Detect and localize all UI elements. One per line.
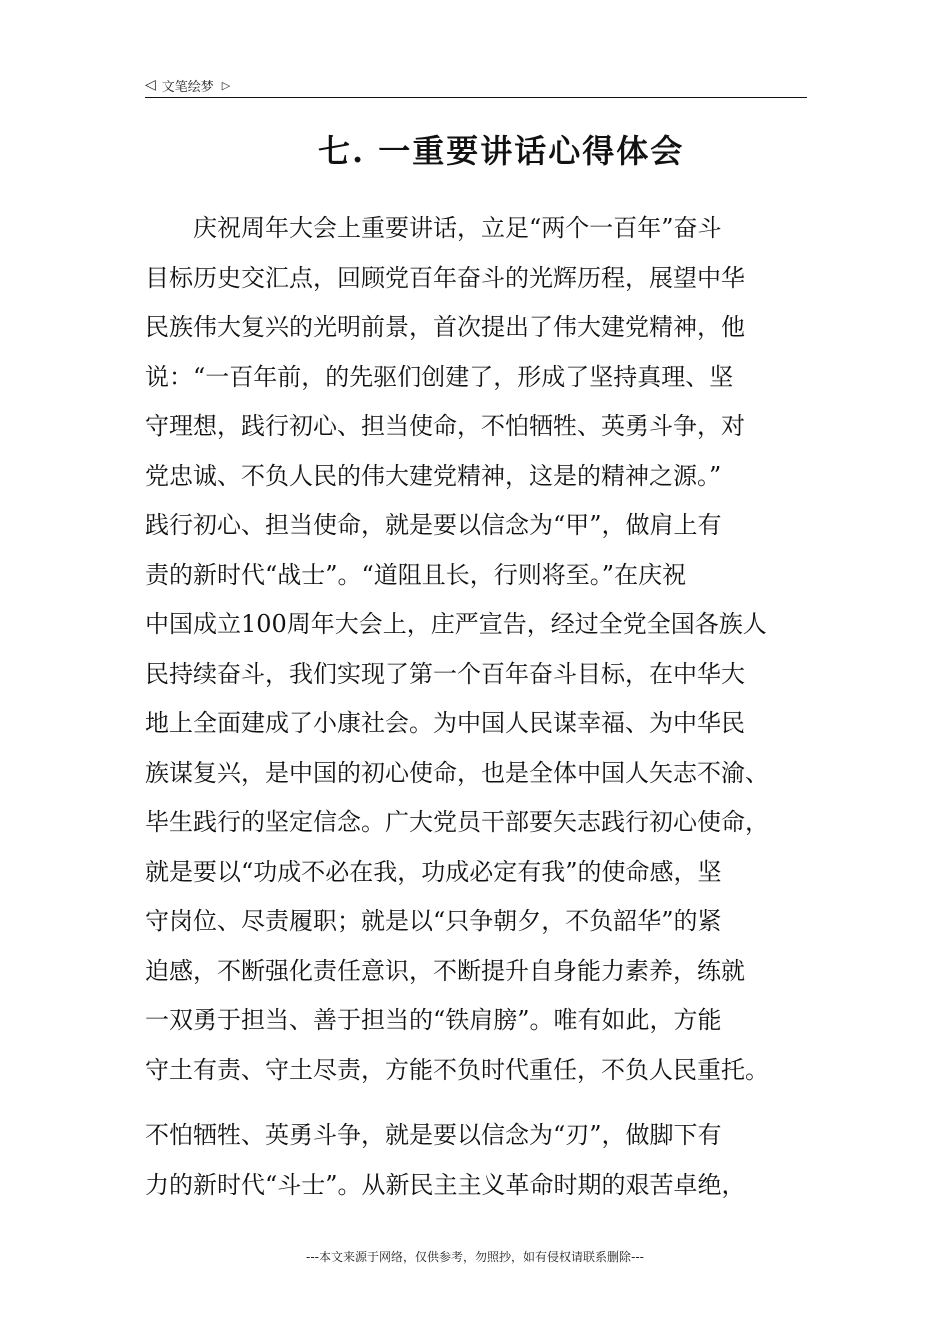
- header-divider: [145, 97, 807, 98]
- text-line: 守岗位、尽责履职；就是以“只争朝夕，不负韶华”的紧: [145, 907, 722, 935]
- paragraph-gap: [145, 1095, 807, 1111]
- text-line: 一双勇于担当、善于担当的“铁肩膀”。唯有如此，方能: [145, 1006, 722, 1034]
- text-line: 不怕牺牲、英勇斗争，就是要以信念为“刃”，做脚下有: [145, 1121, 722, 1149]
- text-line: 庆祝周年大会上重要讲话，立足“两个一百年”奋斗: [145, 214, 722, 242]
- page-header: [145, 74, 807, 96]
- document-title: 七. 一重要讲话心得体会: [318, 132, 685, 170]
- text-line: 目标历史交汇点，回顾党百年奋斗的光辉历程，展望中华: [145, 263, 745, 292]
- text-line: 族谋复兴，是中国的初心使命，也是全体中国人矢志不渝、: [145, 758, 769, 787]
- text-line: 守理想，践行初心、担当使命，不怕牺牲、英勇斗争，对: [145, 412, 745, 440]
- text-line: 中国成立100周年大会上，庄严宣告，经过全党全国各族人: [145, 610, 767, 638]
- header-label: 文笔绘梦: [161, 79, 214, 95]
- text-line: 地上全面建成了小康社会。为中国人民谋幸福、为中华民: [145, 709, 745, 737]
- text-line: 迫感，不断强化责任意识，不断提升自身能力素养，练就: [145, 956, 745, 985]
- triangle-left-icon: ◁: [145, 77, 156, 93]
- text-line: 党忠诚、不负人民的伟大建党精神，这是的精神之源。”: [145, 461, 722, 490]
- text-line: 践行初心、担当使命，就是要以信念为“甲”，做肩上有: [145, 511, 722, 539]
- text-line: 民族伟大复兴的光明前景，首次提出了伟大建党精神，他: [145, 313, 745, 341]
- paragraph-1: [145, 204, 807, 1095]
- text-line: 力的新时代“斗士”。从新民主主义革命时期的艰苦卓绝，: [145, 1170, 746, 1199]
- text-line: 责的新时代“战士”。“道阻且长，行则将至。”在庆祝: [145, 560, 687, 589]
- text-line: 说：“一百年前，的先驱们创建了，形成了坚持真理、坚: [145, 362, 734, 391]
- text-line: 毕生践行的坚定信念。广大党员干部要矢志践行初心使命，: [145, 808, 769, 836]
- text-line: 就是要以“功成不必在我，功成必定有我”的使命感，坚: [145, 857, 722, 886]
- triangle-right-icon: ▷: [221, 78, 231, 92]
- text-line: 守土有责、守土尽责，方能不负时代重任，不负人民重托。: [145, 1055, 769, 1084]
- page-footer: ---本文来源于网络，仅供参考，勿照抄，如有侵权请联系删除---: [306, 1250, 644, 1264]
- document-body: [145, 204, 807, 1210]
- text-line: 民持续奋斗，我们实现了第一个百年奋斗目标，在中华大: [145, 659, 745, 688]
- paragraph-2: [145, 1111, 807, 1210]
